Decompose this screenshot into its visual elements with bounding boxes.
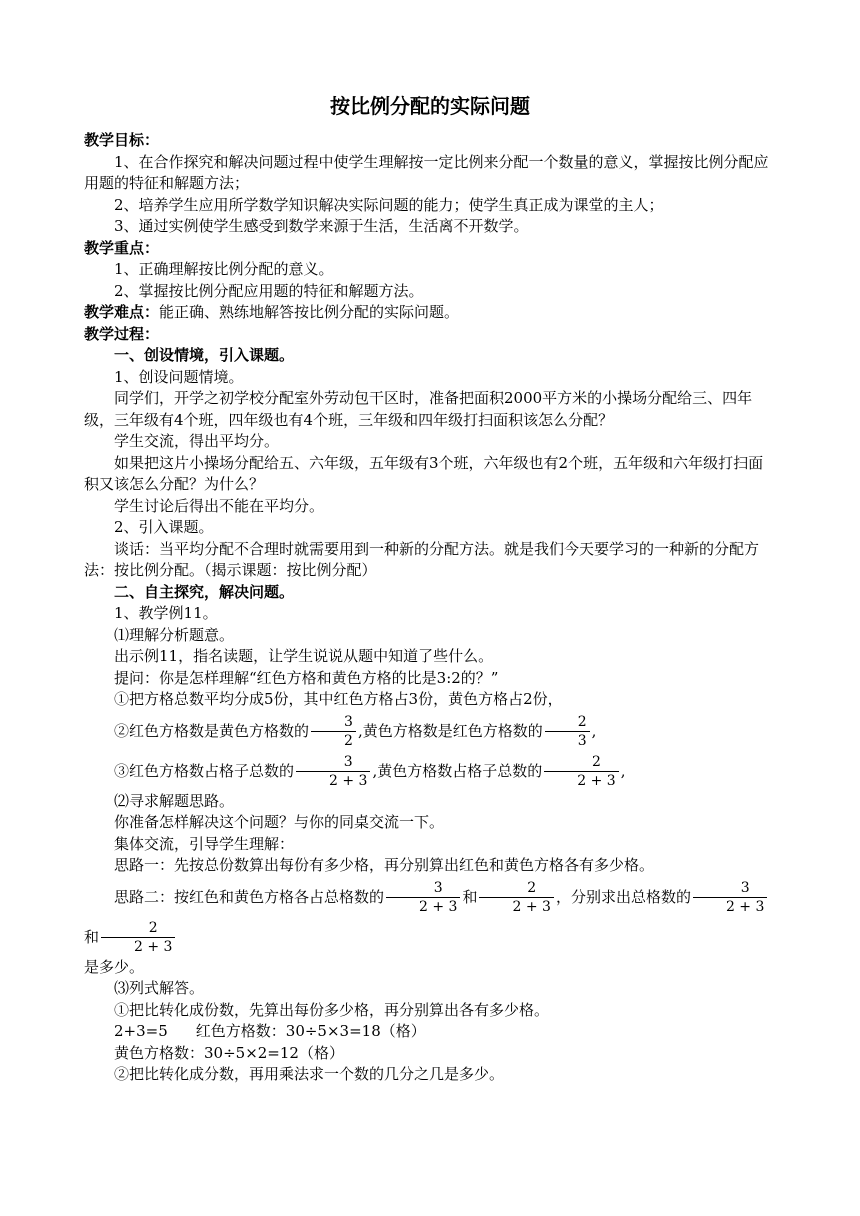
subsection-heading: 二、自主探究，解决问题。	[114, 582, 295, 601]
denominator: 2	[344, 733, 353, 749]
paragraph: 学生讨论后得出不能在平均分。	[114, 496, 325, 515]
paragraph: 1、教学例11。	[114, 604, 218, 622]
paragraph: 提问：你是怎样理解“红色方格和黄色方格的比是3:2的？”	[114, 668, 499, 687]
paragraph: 出示例11，指名读题，让学生说说从题中知道了些什么。	[114, 647, 494, 665]
paragraph: ⑶列式解答。	[114, 979, 205, 997]
paragraph: 集体交流，引导学生理解：	[114, 834, 295, 853]
section-heading-objectives: 教学目标：	[84, 131, 160, 149]
denominator: 2 + 3	[512, 899, 551, 915]
paragraph: ⑵寻求解题思路。	[114, 791, 235, 810]
fraction	[545, 715, 590, 748]
paragraph: 学生交流，得出平均分。	[114, 432, 280, 450]
denominator: 2 + 3	[329, 773, 368, 789]
document-title: 按比例分配的实际问题	[330, 94, 530, 118]
paragraph: 你准备怎样解决这个问题？与你的同桌交流一下。	[114, 813, 445, 831]
text-segment: ，分别求出总格数的	[555, 887, 691, 906]
fraction	[479, 881, 553, 914]
fraction-line	[84, 877, 776, 957]
fraction	[386, 881, 460, 914]
paragraph: 黄色方格数：30÷5×2=12（格）	[114, 1043, 344, 1062]
paragraph: 思路一：先按总份数算出每份有多少格，再分别算出红色和黄色方格各有多少格。	[114, 856, 655, 874]
text-segment: ,黄色方格数占格子总数的	[372, 761, 543, 780]
section-heading-key-points: 教学重点：	[84, 238, 160, 257]
numerator: 2	[544, 755, 618, 772]
numerator: 3	[296, 755, 370, 772]
text-segment: 和	[462, 887, 478, 906]
numerator: 2	[545, 715, 590, 732]
fraction	[544, 755, 618, 788]
fraction-line	[84, 711, 776, 751]
paragraph: 1、创设问题情境。	[114, 367, 244, 386]
document-body	[84, 92, 776, 1086]
denominator: 2 + 3	[419, 899, 458, 915]
fraction	[296, 755, 370, 788]
text-segment: ,	[620, 761, 626, 780]
denominator: 3	[577, 733, 587, 749]
paragraph: ⑴理解分析题意。	[114, 625, 235, 644]
paragraph: ②把比转化成分数，再用乘法求一个数的几分之几是多少。	[114, 1065, 505, 1083]
paragraph: 3、通过实例使学生感受到数学来源于生活，生活离不开数学。	[114, 217, 529, 235]
text-segment: 红色方格数：30÷5×3=18（格）	[195, 1022, 426, 1040]
paragraph: 同学们，开学之初学校分配室外劳动包干区时，准备把面积2000平方米的小操场分配给三、四年级，三年级有4个班，四年级也有4个班，三年级和四年级打扫面积该怎么分配？	[84, 389, 753, 429]
denominator: 2 + 3	[134, 939, 173, 955]
paragraph: 2、培养学生应用所学数学知识解决实际问题的能力；使学生真正成为课堂的主人；	[114, 195, 664, 214]
difficulty-line	[84, 302, 776, 324]
paragraph: 1、在合作探究和解决问题过程中使学生理解按一定比例来分配一个数量的意义，掌握按比例分配应用题的特征和解题方法；	[84, 152, 769, 192]
paragraph: 是多少。	[84, 957, 145, 976]
paragraph: 1、正确理解按比例分配的意义。	[114, 260, 334, 278]
subsection-heading: 一、创设情境，引入课题。	[114, 346, 295, 364]
numerator: 3	[311, 715, 356, 732]
numerator: 2	[101, 921, 175, 938]
paragraph: 谈话：当平均分配不合理时就需要用到一种新的分配方法。就是我们今天要学习的一种新的分配方法：按比例分配。（揭示课题：按比例分配）	[84, 539, 760, 579]
calculation-line	[84, 1021, 776, 1043]
numerator: 3	[386, 881, 460, 898]
paragraph: ①把方格总数平均分成5份，其中红色方格占3份，黄色方格占2份，	[114, 690, 563, 708]
denominator: 2 + 3	[725, 899, 765, 915]
paragraph: 如果把这片小操场分配给五、六年级，五年级有3个班，六年级也有2个班，五年级和六年级打扫面积又该怎么分配？为什么？	[84, 453, 764, 493]
difficulty-text: 能正确、熟练地解答按比例分配的实际问题。	[159, 303, 460, 321]
numerator: 3	[693, 881, 767, 898]
text-segment: 和	[84, 927, 100, 946]
numerator: 2	[479, 881, 553, 898]
paragraph: 2、掌握按比例分配应用题的特征和解题方法。	[114, 281, 424, 300]
fraction	[101, 921, 175, 954]
paragraph: 2、引入课题。	[114, 518, 214, 536]
text-segment: 2+3=5	[114, 1022, 168, 1040]
text-segment: ,	[591, 721, 597, 740]
paragraph: ①把比转化成份数，先算出每份多少格，再分别算出各有多少格。	[114, 1000, 550, 1019]
text-segment: ,黄色方格数是红色方格数的	[357, 721, 543, 740]
section-heading-process: 教学过程：	[84, 324, 160, 343]
denominator: 2 + 3	[577, 773, 616, 789]
text-segment: ③红色方格数占格子总数的	[114, 761, 295, 780]
fraction	[311, 715, 356, 748]
section-heading-difficulty: 教学难点：	[84, 303, 160, 321]
fraction-line	[84, 751, 776, 791]
fraction	[693, 881, 767, 914]
text-segment: ②红色方格数是黄色方格数的	[114, 721, 310, 740]
text-segment: 思路二：按红色和黄色方格各占总格数的	[114, 887, 385, 906]
